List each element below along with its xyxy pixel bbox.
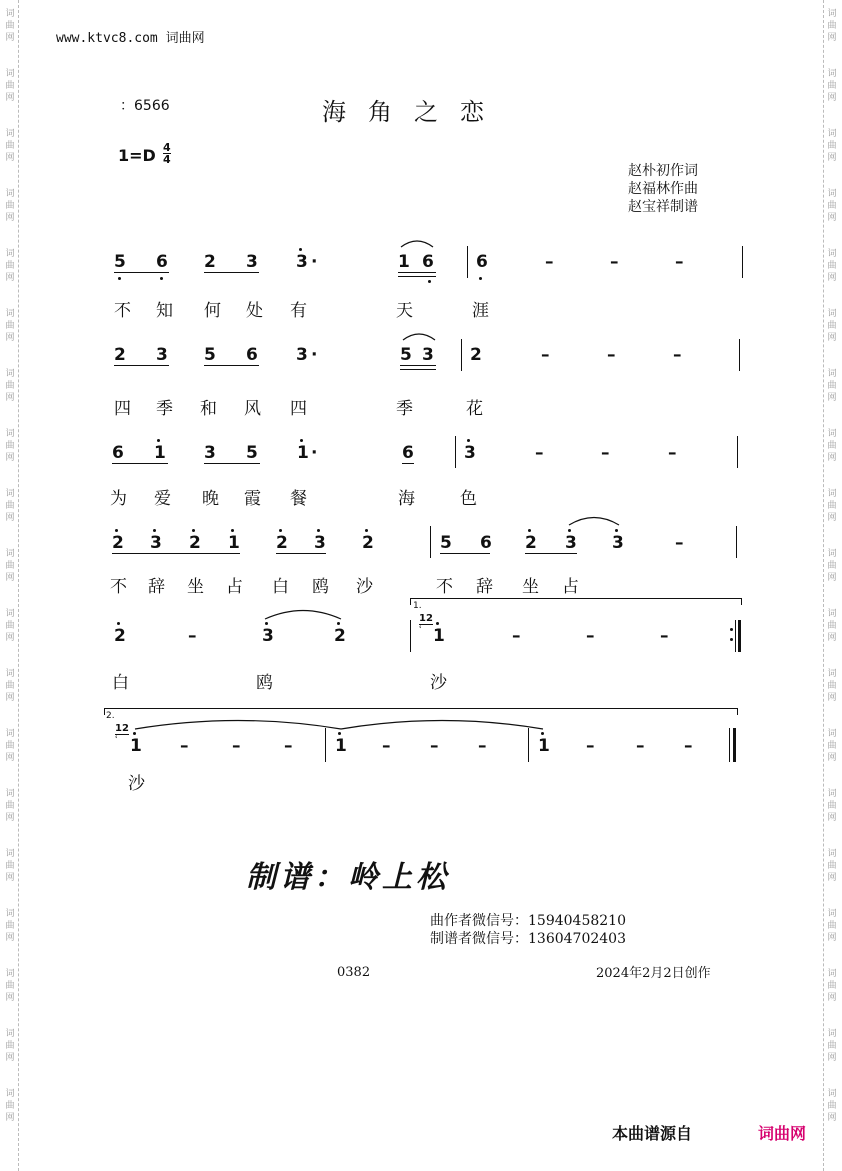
watermark-char: 词 <box>827 729 837 739</box>
note: 1 <box>538 736 550 756</box>
volta-1: 1. <box>413 601 422 611</box>
watermark-group <box>2 1028 18 1064</box>
lyric: 知 <box>156 301 173 321</box>
lyric: 爱 <box>154 489 171 509</box>
note: 6 <box>246 345 258 365</box>
watermark-group <box>2 968 18 1004</box>
lyric: 占 <box>226 577 243 597</box>
watermark-char: 词 <box>5 129 15 139</box>
note: 6 <box>112 443 124 463</box>
watermark-char: 词 <box>827 549 837 559</box>
lyric: 四 <box>114 399 131 419</box>
note: 5 <box>204 345 216 365</box>
watermark-char: 曲 <box>827 81 837 91</box>
watermark-group <box>2 488 18 524</box>
watermark-char: 曲 <box>827 741 837 751</box>
watermark-char: 词 <box>827 489 837 499</box>
site-url[interactable]: www.ktvc8.com 词曲网 <box>56 31 205 46</box>
watermark-char: 曲 <box>5 681 15 691</box>
dash: – <box>675 533 684 553</box>
watermark-char: 曲 <box>5 21 15 31</box>
watermark-char: 网 <box>827 93 837 103</box>
watermark-char: 曲 <box>827 921 837 931</box>
watermark-char: 词 <box>5 309 15 319</box>
watermark-char: 网 <box>827 273 837 283</box>
watermark-char: 词 <box>827 249 837 259</box>
watermark-group <box>2 548 18 584</box>
score-number: 0382 <box>337 965 371 980</box>
note: 3 <box>565 533 577 553</box>
lyric: 晚 <box>202 489 219 509</box>
dash: – <box>607 345 616 365</box>
watermark-char: 曲 <box>5 201 15 211</box>
watermark-char: 网 <box>5 393 15 403</box>
watermark-char: 曲 <box>5 981 15 991</box>
watermark-char: 曲 <box>827 561 837 571</box>
arranger-wechat: 制谱者微信号：13604702403 <box>430 931 626 947</box>
watermark-char: 网 <box>5 453 15 463</box>
watermark-char: 曲 <box>5 441 15 451</box>
lyric: 坐 <box>187 577 204 597</box>
lyric: 霞 <box>244 489 261 509</box>
watermark-char: 词 <box>5 189 15 199</box>
note: 1 <box>130 736 142 756</box>
dash: – <box>675 252 684 272</box>
watermark-char: 曲 <box>5 921 15 931</box>
footer-brand-link[interactable]: 词曲网 <box>758 1124 807 1143</box>
watermark-char: 词 <box>5 609 15 619</box>
note: 3 <box>296 345 308 365</box>
watermark-char: 词 <box>827 309 837 319</box>
contact-info <box>430 912 626 948</box>
watermark-group <box>2 188 18 224</box>
watermark-char: 词 <box>5 729 15 739</box>
watermark-char: 词 <box>5 789 15 799</box>
lyric: 海 <box>398 489 415 509</box>
watermark-char: 曲 <box>827 261 837 271</box>
watermark-char: 词 <box>5 849 15 859</box>
watermark-group <box>824 728 840 764</box>
lyric: 沙 <box>128 774 145 794</box>
watermark-group <box>2 248 18 284</box>
arranger-signature: 制谱：岭上松 <box>246 860 450 895</box>
credits <box>628 162 698 216</box>
note: 1 <box>398 252 410 272</box>
watermark-char: 词 <box>827 849 837 859</box>
lyric: 不 <box>436 577 453 597</box>
note: 2 <box>362 533 374 553</box>
watermark-char: 词 <box>827 909 837 919</box>
lyric: 白 <box>112 673 129 693</box>
watermark-char: 词 <box>5 1029 15 1039</box>
watermark-char: 曲 <box>827 441 837 451</box>
lyric: 处 <box>246 301 263 321</box>
note: 2 <box>470 345 482 365</box>
lyric: 色 <box>460 489 477 509</box>
watermark-char: 词 <box>827 189 837 199</box>
watermark-char: 网 <box>5 333 15 343</box>
key-signature: 1=D <box>118 146 156 165</box>
dash: – <box>668 443 677 463</box>
watermark-char: 词 <box>827 969 837 979</box>
watermark-char: 曲 <box>827 501 837 511</box>
note: 1 <box>297 443 309 463</box>
watermark-char: 网 <box>827 453 837 463</box>
lyricist: 赵朴初作词 <box>628 163 698 179</box>
note: 5 <box>114 252 126 272</box>
watermark-char: 网 <box>5 213 15 223</box>
lyric: 鸥 <box>256 673 273 693</box>
watermark-char: 曲 <box>5 261 15 271</box>
lyric: 鸥 <box>312 577 329 597</box>
note: 5 <box>400 345 412 365</box>
grace-slur: ʿ <box>115 735 119 746</box>
watermark-char: 曲 <box>5 1041 15 1051</box>
note: 3 <box>246 252 258 272</box>
watermark-char: 网 <box>827 33 837 43</box>
watermark-char: 网 <box>5 33 15 43</box>
watermark-group <box>824 668 840 704</box>
watermark-char: 曲 <box>827 201 837 211</box>
note: 3 <box>464 443 476 463</box>
watermark-char: 曲 <box>5 1101 15 1111</box>
lyric: 季 <box>396 399 413 419</box>
dash: – <box>232 736 241 756</box>
note: 2 <box>114 345 126 365</box>
dash: – <box>430 736 439 756</box>
creation-date: 2024年2月2日创作 <box>596 966 711 981</box>
song-code: ：6566 <box>120 98 170 114</box>
lyric: 坐 <box>522 577 539 597</box>
dash: – <box>180 736 189 756</box>
watermark-char: 网 <box>5 813 15 823</box>
watermark-char: 词 <box>827 789 837 799</box>
grace-notes: 12 <box>419 613 433 624</box>
watermark-char: 网 <box>827 693 837 703</box>
watermark-char: 网 <box>5 93 15 103</box>
watermark-char: 词 <box>827 129 837 139</box>
watermark-char: 曲 <box>827 21 837 31</box>
lyric: 有 <box>290 301 307 321</box>
watermark-char: 词 <box>827 1029 837 1039</box>
watermark-group <box>2 428 18 464</box>
watermark-char: 网 <box>5 1113 15 1123</box>
note: 2 <box>334 626 346 646</box>
dash: – <box>586 626 595 646</box>
watermark-char: 网 <box>827 213 837 223</box>
composer: 赵福林作曲 <box>628 181 698 197</box>
note: 2 <box>276 533 288 553</box>
watermark-char: 曲 <box>5 321 15 331</box>
dash: – <box>586 736 595 756</box>
watermark-char: 曲 <box>5 381 15 391</box>
watermark-group <box>2 368 18 404</box>
lyric: 花 <box>466 399 483 419</box>
note-dot: · <box>311 345 318 365</box>
watermark-group <box>2 728 18 764</box>
watermark-char: 词 <box>5 69 15 79</box>
watermark-group <box>2 788 18 824</box>
watermark-char: 曲 <box>827 381 837 391</box>
lyric: 占 <box>562 577 579 597</box>
watermark-char: 网 <box>5 513 15 523</box>
watermark-char: 词 <box>5 549 15 559</box>
watermark-char: 曲 <box>827 681 837 691</box>
watermark-group <box>824 368 840 404</box>
lyric: 和 <box>200 399 217 419</box>
watermark-char: 网 <box>827 933 837 943</box>
dash: – <box>188 626 197 646</box>
lyric: 白 <box>272 577 289 597</box>
watermark-char: 网 <box>5 693 15 703</box>
watermark-char: 网 <box>5 153 15 163</box>
note: 1 <box>228 533 240 553</box>
watermark-char: 曲 <box>827 1101 837 1111</box>
watermark-char: 网 <box>827 753 837 763</box>
lyric: 沙 <box>430 673 447 693</box>
watermark-char: 网 <box>827 1053 837 1063</box>
song-title: 海角之恋 <box>322 98 506 126</box>
note: 6 <box>156 252 168 272</box>
watermark-char: 词 <box>827 369 837 379</box>
dash: – <box>382 736 391 756</box>
watermark-char: 曲 <box>827 801 837 811</box>
dash: – <box>684 736 693 756</box>
watermark-char: 曲 <box>5 561 15 571</box>
watermark-left <box>2 0 19 1171</box>
note: 3 <box>612 533 624 553</box>
composer-wechat: 曲作者微信号：15940458210 <box>430 913 626 929</box>
watermark-group <box>824 968 840 1004</box>
note: 5 <box>246 443 258 463</box>
note: 2 <box>204 252 216 272</box>
watermark-char: 曲 <box>5 141 15 151</box>
lyric: 风 <box>244 399 261 419</box>
watermark-char: 网 <box>827 573 837 583</box>
lyric: 季 <box>156 399 173 419</box>
watermark-char: 曲 <box>827 981 837 991</box>
watermark-char: 词 <box>827 609 837 619</box>
watermark-char: 网 <box>5 273 15 283</box>
watermark-group <box>824 1088 840 1124</box>
time-signature: $\frac{4}{4}$ <box>163 141 171 166</box>
watermark-group <box>824 488 840 524</box>
note: 6 <box>480 533 492 553</box>
watermark-group <box>824 68 840 104</box>
dash: – <box>284 736 293 756</box>
note-dot: · <box>311 252 318 272</box>
watermark-group <box>824 308 840 344</box>
watermark-group <box>824 188 840 224</box>
watermark-char: 曲 <box>827 141 837 151</box>
watermark-char: 曲 <box>5 621 15 631</box>
note: 2 <box>189 533 201 553</box>
note: 6 <box>402 443 414 463</box>
watermark-char: 网 <box>5 873 15 883</box>
dash: – <box>601 443 610 463</box>
watermark-char: 词 <box>827 429 837 439</box>
watermark-group <box>2 308 18 344</box>
lyric: 沙 <box>356 577 373 597</box>
lyric: 不 <box>114 301 131 321</box>
note: 2 <box>114 626 126 646</box>
dash: – <box>545 252 554 272</box>
watermark-group <box>824 548 840 584</box>
note-dot: · <box>311 443 318 463</box>
watermark-char: 词 <box>5 369 15 379</box>
dash: – <box>478 736 487 756</box>
watermark-char: 词 <box>5 969 15 979</box>
watermark-char: 网 <box>827 813 837 823</box>
watermark-group <box>2 848 18 884</box>
lyric: 天 <box>396 301 413 321</box>
watermark-char: 网 <box>827 873 837 883</box>
watermark-char: 曲 <box>827 321 837 331</box>
watermark-char: 曲 <box>5 81 15 91</box>
watermark-char: 网 <box>827 1113 837 1123</box>
watermark-char: 网 <box>827 513 837 523</box>
watermark-char: 词 <box>5 669 15 679</box>
watermark-char: 曲 <box>5 861 15 871</box>
watermark-group <box>824 128 840 164</box>
watermark-group <box>2 908 18 944</box>
watermark-group <box>824 428 840 464</box>
watermark-char: 网 <box>827 993 837 1003</box>
watermark-group <box>824 908 840 944</box>
note: 2 <box>112 533 124 553</box>
watermark-char: 词 <box>5 9 15 19</box>
watermark-char: 网 <box>5 573 15 583</box>
volta-2: 2. <box>106 711 115 721</box>
note: 3 <box>150 533 162 553</box>
watermark-group <box>2 608 18 644</box>
watermark-group <box>2 128 18 164</box>
watermark-char: 曲 <box>5 801 15 811</box>
note: 6 <box>476 252 488 272</box>
note: 3 <box>156 345 168 365</box>
watermark-char: 曲 <box>5 741 15 751</box>
watermark-group <box>2 1088 18 1124</box>
watermark-char: 词 <box>5 249 15 259</box>
lyric: 何 <box>204 301 221 321</box>
dash: – <box>610 252 619 272</box>
watermark-char: 词 <box>5 909 15 919</box>
lyric: 为 <box>110 489 127 509</box>
watermark-char: 网 <box>5 1053 15 1063</box>
grace-slur: ʿ <box>419 625 423 636</box>
lyric: 不 <box>110 577 127 597</box>
watermark-group <box>2 668 18 704</box>
watermark-group <box>824 1028 840 1064</box>
lyric: 涯 <box>472 301 489 321</box>
watermark-group <box>824 788 840 824</box>
note: 1 <box>433 626 445 646</box>
dash: – <box>535 443 544 463</box>
watermark-char: 网 <box>827 633 837 643</box>
watermark-char: 网 <box>827 333 837 343</box>
watermark-char: 词 <box>827 69 837 79</box>
lyric: 四 <box>290 399 307 419</box>
watermark-char: 曲 <box>827 621 837 631</box>
watermark-group <box>824 608 840 644</box>
lyric: 餐 <box>290 489 307 509</box>
dash: – <box>541 345 550 365</box>
note: 1 <box>154 443 166 463</box>
footer-source-label: 本曲谱源自 <box>612 1124 693 1143</box>
watermark-char: 网 <box>827 153 837 163</box>
note: 6 <box>422 252 434 272</box>
note: 1 <box>335 736 347 756</box>
watermark-char: 词 <box>827 669 837 679</box>
watermark-char: 词 <box>5 489 15 499</box>
note: 3 <box>204 443 216 463</box>
watermark-char: 网 <box>5 633 15 643</box>
watermark-char: 网 <box>827 393 837 403</box>
watermark-group <box>2 8 18 44</box>
dash: – <box>673 345 682 365</box>
grace-notes: 12 <box>115 723 129 734</box>
watermark-char: 词 <box>827 1089 837 1099</box>
note: 2 <box>525 533 537 553</box>
lyric: 辞 <box>476 577 493 597</box>
watermark-group <box>2 68 18 104</box>
watermark-char: 词 <box>827 9 837 19</box>
watermark-group <box>824 8 840 44</box>
watermark-char: 曲 <box>5 501 15 511</box>
watermark-group <box>824 248 840 284</box>
note: 3 <box>296 252 308 272</box>
dash: – <box>512 626 521 646</box>
note: 3 <box>422 345 434 365</box>
lyric: 辞 <box>148 577 165 597</box>
dash: – <box>636 736 645 756</box>
watermark-char: 曲 <box>827 1041 837 1051</box>
watermark-char: 网 <box>5 993 15 1003</box>
watermark-char: 网 <box>5 753 15 763</box>
watermark-char: 词 <box>5 429 15 439</box>
watermark-char: 曲 <box>827 861 837 871</box>
watermark-right <box>823 0 840 1171</box>
note: 3 <box>262 626 274 646</box>
watermark-group <box>824 848 840 884</box>
watermark-char: 词 <box>5 1089 15 1099</box>
dash: – <box>660 626 669 646</box>
watermark-char: 网 <box>5 933 15 943</box>
arranger: 赵宝祥制谱 <box>628 199 698 215</box>
note: 5 <box>440 533 452 553</box>
note: 3 <box>314 533 326 553</box>
